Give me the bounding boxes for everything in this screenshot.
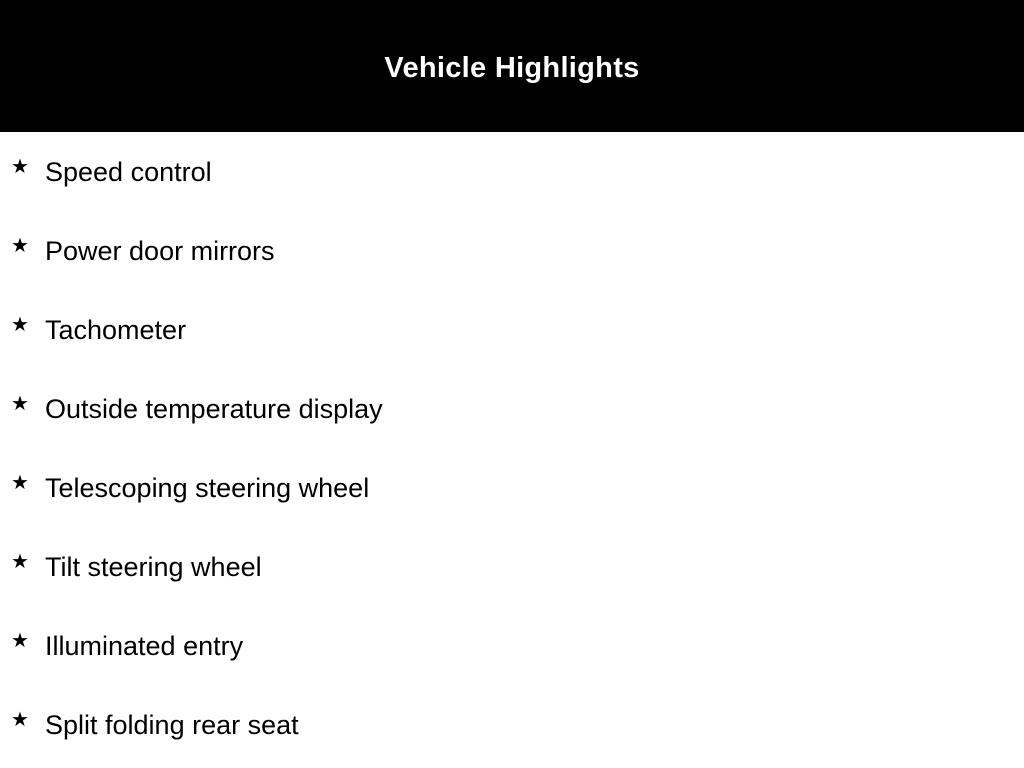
list-item-label: Tachometer: [45, 315, 187, 345]
star-icon: ★: [11, 154, 29, 178]
list-item: [0, 310, 1024, 350]
star-icon: ★: [11, 707, 29, 731]
list-item: [0, 231, 1024, 271]
header-bar: [0, 0, 1024, 132]
star-icon: ★: [11, 628, 29, 652]
star-icon: ★: [11, 549, 29, 573]
list-item-label: Illuminated entry: [45, 631, 244, 661]
page-title: Vehicle Highlights: [384, 52, 640, 84]
list-item-label: Tilt steering wheel: [45, 552, 262, 582]
star-icon: ★: [11, 233, 29, 257]
list-item-label: Power door mirrors: [45, 236, 275, 266]
list-item: [0, 626, 1024, 666]
list-item-label: Speed control: [45, 157, 212, 187]
list-item: [0, 152, 1024, 192]
list-item: [0, 389, 1024, 429]
list-item-label: Outside temperature display: [45, 394, 383, 424]
star-icon: ★: [11, 391, 29, 415]
list-item: [0, 468, 1024, 508]
star-icon: ★: [11, 470, 29, 494]
list-item-label: Telescoping steering wheel: [45, 473, 370, 503]
list-item: [0, 705, 1024, 745]
list-item: [0, 547, 1024, 587]
star-icon: ★: [11, 312, 29, 336]
list-item-label: Split folding rear seat: [45, 710, 299, 740]
